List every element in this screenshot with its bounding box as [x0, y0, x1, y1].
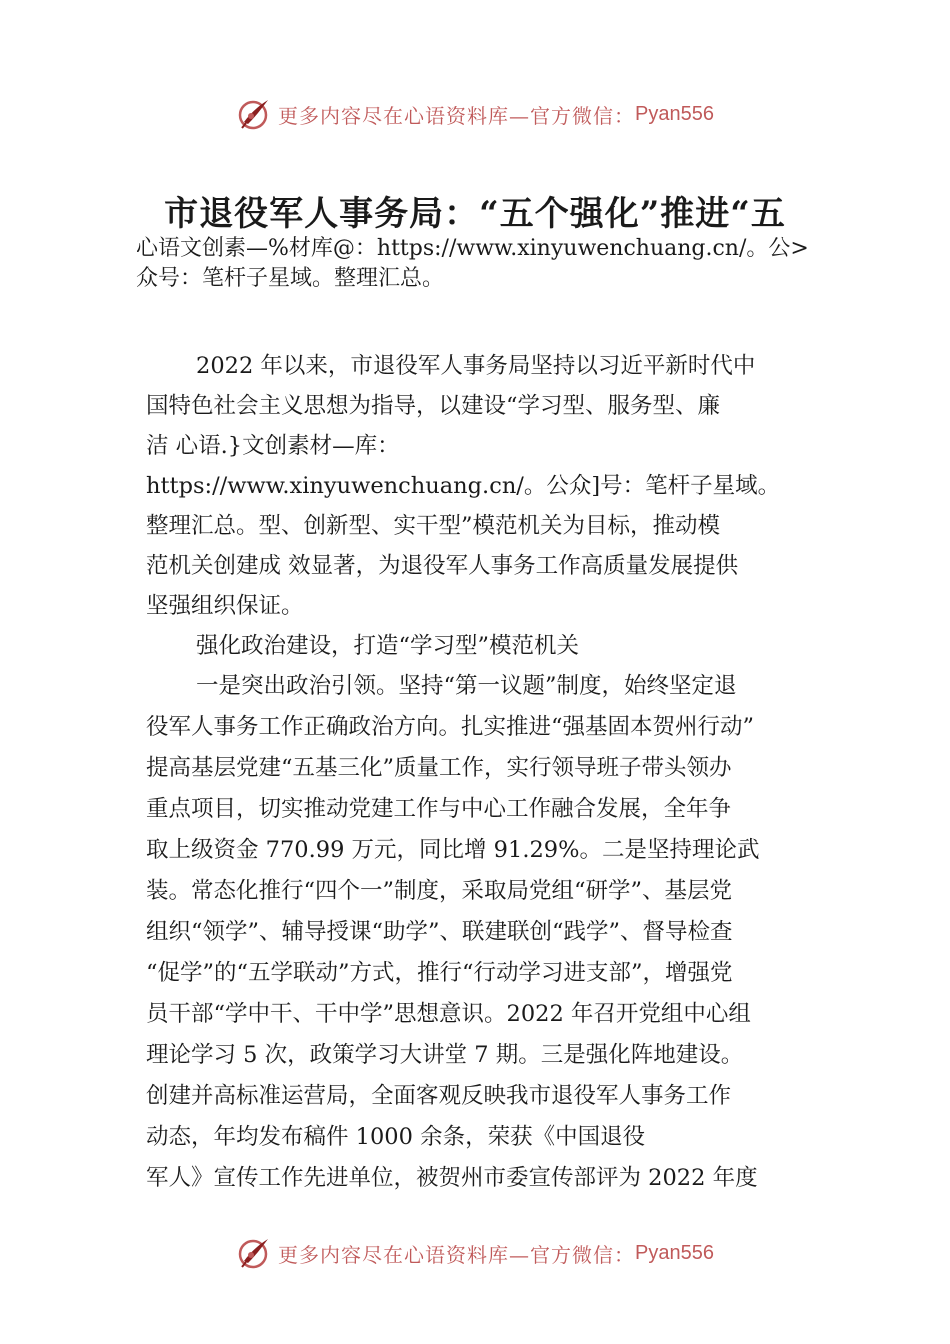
text-line: https://www.xinyuwenchuang.cn/。公众]号：笔杆子星域。 — [146, 473, 781, 499]
footer-banner — [0, 1233, 950, 1273]
text-line: 洁 心语.}文创素材—库： — [146, 433, 400, 459]
page-title: 市退役军人事务局：“五个强化”推进“五 — [164, 194, 786, 234]
header-banner — [0, 94, 950, 134]
text-line: 取上级资金 770.99 万元，同比增 91.29%。二是坚持理论武 — [146, 837, 760, 863]
text-line: “促学”的“五学联动”方式，推行“行动学习进支部”，增强党 — [146, 960, 733, 986]
watermark-text — [136, 234, 836, 294]
text-line: 重点项目，切实推动党建工作与中心工作融合发展，全年争 — [146, 796, 732, 822]
text-line: 组织“领学”、辅导授课“助学”、联建联创“践学”、督导检查 — [146, 919, 733, 945]
watermark-line: 众号：笔杆子星域。整理汇总。 — [136, 266, 445, 291]
banner-text: 更多内容尽在心语资料库—官方微信： — [278, 103, 636, 128]
text-line: 范机关创建成 效显著，为退役军人事务工作高质量发展提供 — [146, 553, 739, 579]
text-line: 动态，年均发布稿件 1000 余条，荣获《中国退役 — [146, 1124, 646, 1150]
text-line: 一是突出政治引领。坚持“第一议题”制度，始终坚定退 — [196, 673, 737, 699]
text-line: 2022 年以来，市退役军人事务局坚持以习近平新时代中 — [196, 353, 756, 379]
banner-wechat-id: Pyan556 — [635, 102, 714, 125]
text-line: 创建并高标准运营局，全面客观反映我市退役军人事务工作 — [146, 1083, 732, 1109]
section-heading: 强化政治建设，打造“学习型”模范机关 — [196, 633, 580, 659]
text-line: 提高基层党建“五基三化”质量工作，实行领导班子带头领办 — [146, 755, 732, 781]
text-line: 国特色社会主义思想为指导，以建设“学习型、服务型、廉 — [146, 393, 721, 419]
text-line: 理论学习 5 次，政策学习大讲堂 7 期。三是强化阵地建设。 — [146, 1042, 744, 1068]
body-paragraph — [146, 666, 826, 1199]
banner-wechat-id: Pyan556 — [635, 1241, 714, 1264]
text-line: 军人》宣传工作先进单位，被贺州市委宣传部评为 2022 年度 — [146, 1165, 758, 1191]
text-line: 装。常态化推行“四个一”制度，采取局党组“研学”、基层党 — [146, 878, 733, 904]
text-line: 坚强组织保证。 — [146, 593, 304, 619]
text-line: 役军人事务工作正确政治方向。扎实推进“强基固本贺州行动” — [146, 714, 755, 740]
banner-text: 更多内容尽在心语资料库—官方微信： — [278, 1242, 636, 1267]
quill-seal-logo-icon — [236, 1235, 272, 1271]
watermark-line: 心语文创素—%材库@：https://www.xinyuwenchuang.cn/。公> — [136, 236, 809, 261]
intro-paragraph — [146, 346, 826, 666]
quill-seal-logo-icon — [236, 96, 272, 132]
text-line: 员干部“学中干、干中学”思想意识。2022 年召开党组中心组 — [146, 1001, 751, 1027]
text-line: 整理汇总。型、创新型、实干型”模范机关为目标，推动模 — [146, 513, 721, 539]
